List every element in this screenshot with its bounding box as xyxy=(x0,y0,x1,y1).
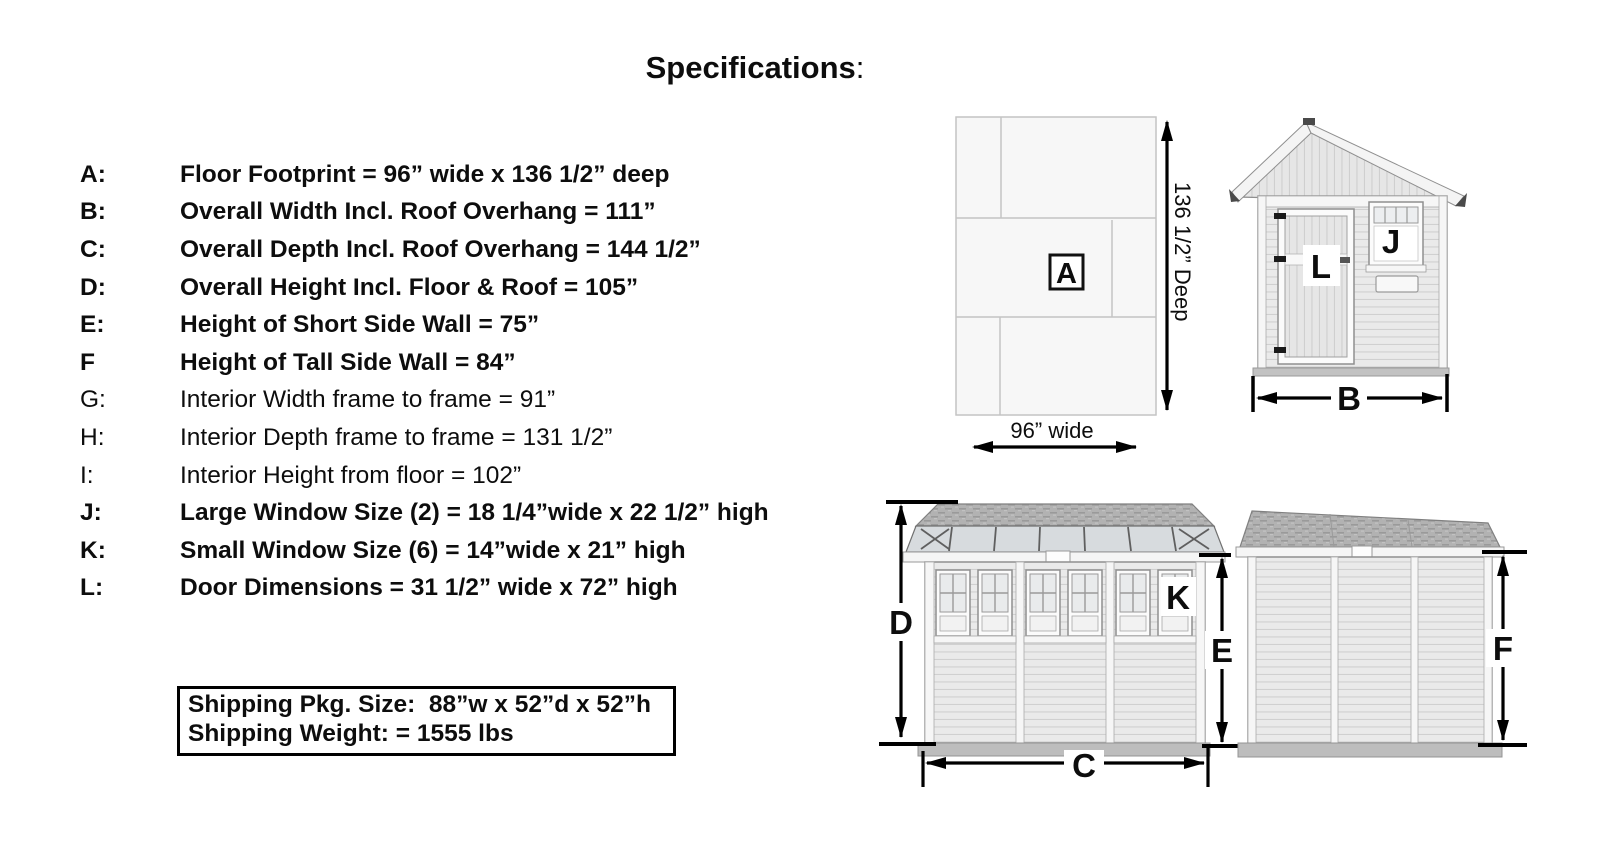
fascia-vent xyxy=(1046,551,1070,563)
floor-plan-diagram xyxy=(956,117,1195,447)
spec-text: Interior Width frame to frame = 91” xyxy=(180,386,556,414)
spec-letter: I: xyxy=(80,461,94,489)
width-dimension-text: 96” wide xyxy=(1010,418,1094,443)
spec-text: Interior Depth frame to frame = 131 1/2” xyxy=(180,423,613,451)
depth-dimension-text: 136 1/2” Deep xyxy=(1170,182,1195,322)
spec-letter: D: xyxy=(80,273,106,301)
floor-label-a: A xyxy=(1056,258,1077,290)
shipping-weight: Shipping Weight: = 1555 lbs xyxy=(188,720,514,747)
spec-letter: J: xyxy=(80,499,102,527)
small-window xyxy=(978,570,1012,636)
spec-text: Overall Depth Incl. Roof Overhang = 144 1/2” xyxy=(180,235,701,263)
door-label-l: L xyxy=(1310,248,1332,285)
small-window xyxy=(1026,570,1060,636)
spec-text: Large Window Size (2) = 18 1/4”wide x 22 1/2” high xyxy=(180,499,769,527)
tall-side-view-diagram xyxy=(1236,511,1527,757)
shutter-vent xyxy=(1376,276,1418,292)
small-window xyxy=(1068,570,1102,636)
page-title-colon: : xyxy=(855,50,865,85)
d-dimension-label: D xyxy=(889,604,913,641)
window-label-k: K xyxy=(1166,579,1190,616)
spec-text: Interior Height from floor = 102” xyxy=(180,461,522,489)
spec-text: Floor Footprint = 96” wide x 136 1/2” deep xyxy=(180,160,670,188)
door-panel xyxy=(1285,216,1347,357)
e-dimension-label: E xyxy=(1210,632,1234,669)
window-sill xyxy=(1366,265,1426,272)
side-roof-shingles xyxy=(916,504,1214,526)
tall-wall xyxy=(1248,557,1492,743)
spec-text: Door Dimensions = 31 1/2” wide x 72” high xyxy=(180,574,678,602)
spec-letter: K: xyxy=(80,536,106,564)
spec-text: Overall Height Incl. Floor & Roof = 105” xyxy=(180,273,639,301)
window-sills xyxy=(934,636,1196,643)
side-view-diagram xyxy=(879,502,1241,787)
shipping-pkg-size: Shipping Pkg. Size: 88”w x 52”d x 52”h xyxy=(188,691,651,718)
spec-text: Height of Short Side Wall = 75” xyxy=(180,311,540,339)
f-dimension-label: F xyxy=(1492,630,1514,667)
spec-letter: F xyxy=(80,348,95,376)
spec-letter: B: xyxy=(80,198,106,226)
spec-text: Overall Width Incl. Roof Overhang = 111” xyxy=(180,198,656,226)
c-dimension-label: C xyxy=(1072,747,1096,784)
spec-text: Small Window Size (6) = 14”wide x 21” high xyxy=(180,536,686,564)
spec-letter: H: xyxy=(80,423,105,451)
small-window xyxy=(1116,570,1150,636)
spec-letter: E: xyxy=(80,311,105,339)
front-base xyxy=(1253,368,1449,376)
front-view-diagram xyxy=(1229,118,1467,417)
spec-letter: C: xyxy=(80,235,106,263)
tall-base xyxy=(1238,743,1502,757)
small-window xyxy=(936,570,970,636)
ridge-cap xyxy=(1303,118,1315,125)
spec-letter: L: xyxy=(80,574,104,602)
corner-board-left xyxy=(1258,196,1266,368)
spec-text: Height of Tall Side Wall = 84” xyxy=(180,348,516,376)
page-title-text: Specifications xyxy=(645,50,856,85)
tall-roof-shingles xyxy=(1240,511,1500,547)
window-label-j: J xyxy=(1381,223,1401,260)
tall-fascia-vent xyxy=(1352,546,1372,557)
b-dimension-label: B xyxy=(1337,380,1361,417)
corner-board-right xyxy=(1439,196,1447,368)
spec-letter: A: xyxy=(80,160,106,188)
spec-letter: G: xyxy=(80,386,106,414)
